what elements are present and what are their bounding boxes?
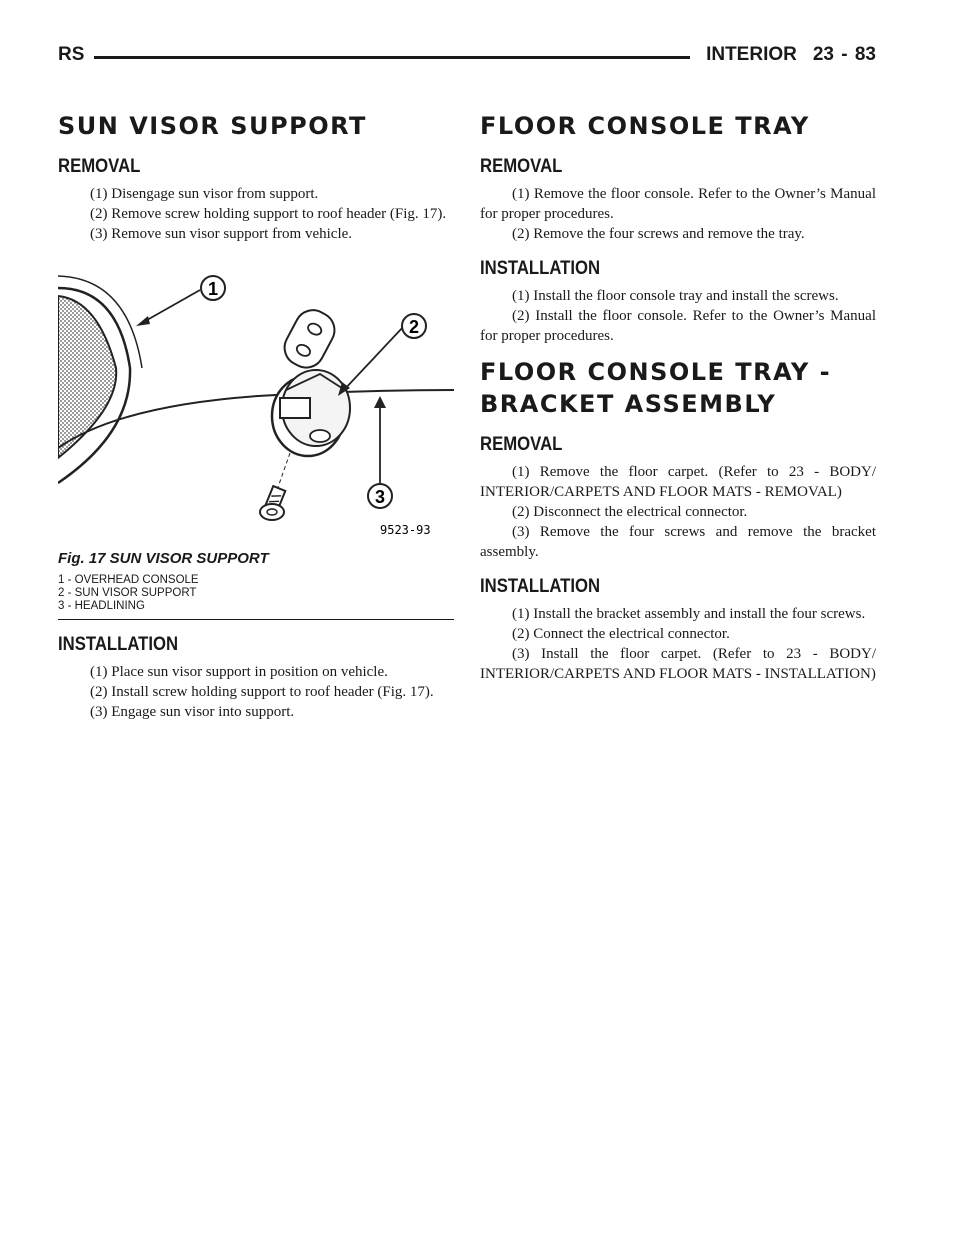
removal-heading: REMOVAL: [58, 156, 141, 177]
tray-installation-step-2: (2) Install the floor console. Refer to the Owner’s Manual for proper procedures.: [480, 308, 876, 344]
bracket-installation-heading: INSTALLATION: [480, 576, 601, 597]
right-column: [480, 110, 876, 684]
bracket-removal-step-2: (2) Disconnect the electrical connector.: [512, 504, 748, 520]
bracket-removal-step-3: (3) Remove the four screws and remove the bracket assembly.: [480, 524, 876, 560]
legend-item-2: 2 - SUN VISOR SUPPORT: [58, 587, 197, 599]
tray-installation-heading: INSTALLATION: [480, 258, 601, 279]
figure-code: 9523-93: [380, 523, 431, 537]
header-section: [706, 44, 876, 66]
header-rule: [94, 56, 690, 59]
callout-1-label: 1: [207, 279, 219, 299]
section-title-bracket-line-2: BRACKET ASSEMBLY: [480, 390, 777, 418]
callout-3-label: 3: [374, 487, 386, 507]
page-header: [58, 44, 876, 74]
tray-installation-step-1: (1) Install the floor console tray and install the screws.: [512, 288, 839, 304]
tray-removal-heading: REMOVAL: [480, 156, 563, 177]
tray-removal-step-2: (2) Remove the four screws and remove the tray.: [512, 226, 805, 242]
figure-17: [58, 258, 454, 566]
tray-removal-step-1: (1) Remove the floor console. Refer to the Owner’s Manual for proper procedures.: [480, 186, 876, 222]
removal-step-3: (3) Remove sun visor support from vehicle.: [90, 226, 353, 242]
removal-step-2: (2) Remove screw holding support to roof header (Fig. 17).: [90, 206, 447, 222]
bracket-removal-heading: REMOVAL: [480, 434, 563, 455]
bracket-installation-step-1: (1) Install the bracket assembly and install the four screws.: [512, 606, 866, 622]
sun-visor-support-illustration: [58, 258, 454, 548]
installation-step-3: (3) Engage sun visor into support.: [90, 704, 295, 720]
figure-title: Fig. 17 SUN VISOR SUPPORT: [58, 550, 269, 567]
section-spacer: [480, 346, 876, 356]
bracket-installation-step-2: (2) Connect the electrical connector.: [512, 626, 730, 642]
callout-2-label: 2: [408, 317, 420, 337]
installation-heading: INSTALLATION: [58, 634, 179, 655]
bracket-installation-step-3: (3) Install the floor carpet. (Refer to 23 - BODY/ INTERIOR/CARPETS AND FLOOR MATS - INSTALLATION): [480, 646, 876, 682]
installation-step-1: (1) Place sun visor support in position on vehicle.: [90, 664, 388, 680]
removal-step-1: (1) Disengage sun visor from support.: [90, 186, 319, 202]
installation-step-2: (2) Install screw holding support to roof header (Fig. 17).: [90, 684, 434, 700]
section-title-sun-visor-support: SUN VISOR SUPPORT: [58, 112, 367, 140]
section-title-bracket-line-1: FLOOR CONSOLE TRAY -: [480, 358, 832, 386]
bracket-removal-step-1: (1) Remove the floor carpet. (Refer to 23 - BODY/ INTERIOR/CARPETS AND FLOOR MATS - REMOVAL): [480, 464, 876, 500]
left-column: [58, 110, 454, 722]
figure-legend: [58, 574, 454, 613]
manual-code: RS: [58, 44, 85, 65]
figure-divider: [58, 619, 454, 620]
legend-item-3: 3 - HEADLINING: [58, 600, 145, 612]
section-name: INTERIOR: [706, 44, 797, 65]
section-title-floor-console-tray: FLOOR CONSOLE TRAY: [480, 112, 810, 140]
legend-item-1: 1 - OVERHEAD CONSOLE: [58, 574, 199, 586]
page-number: 23 - 83: [812, 44, 876, 65]
